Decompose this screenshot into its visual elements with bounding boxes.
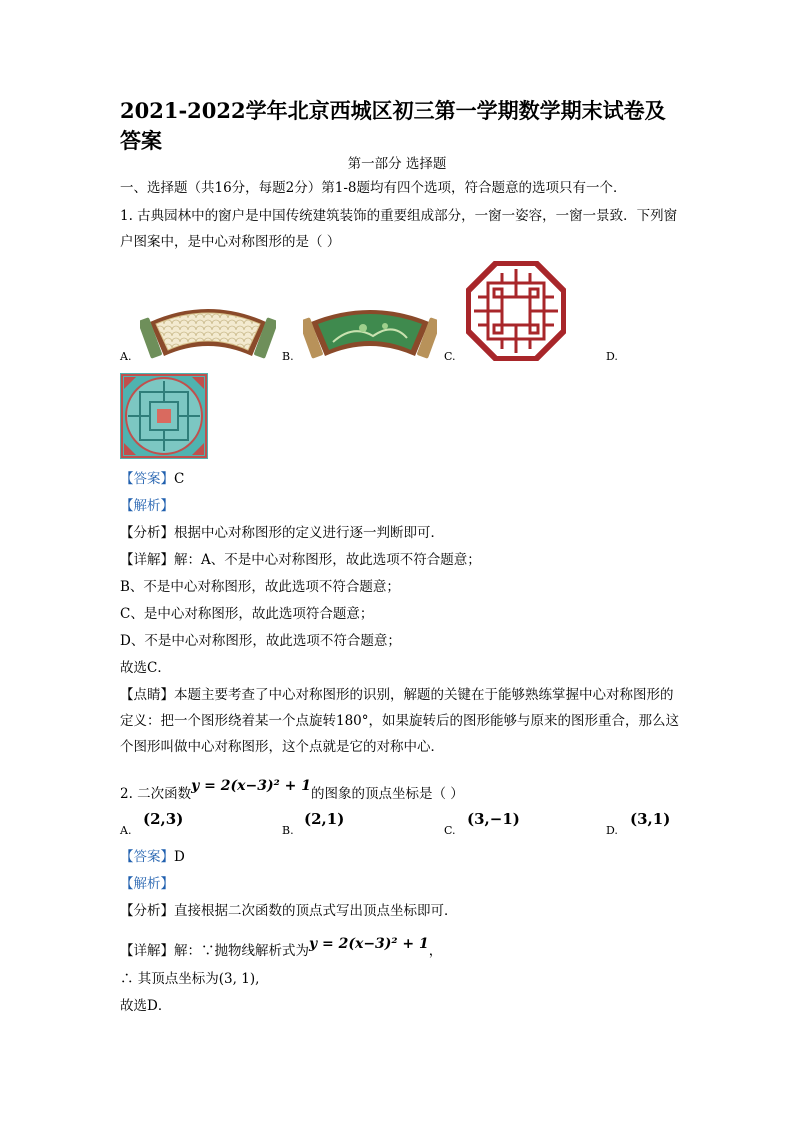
answer-tag: 【答案】 xyxy=(120,849,174,865)
q2-xiangjie-formula: y = 2(x−3)² + 1 xyxy=(309,936,429,952)
dianjing-tag: 【点睛】 xyxy=(120,687,174,703)
q1-fenxi xyxy=(120,523,444,543)
fenxi-tag: 【分析】 xyxy=(120,903,174,919)
q2-formula: y = 2(x−3)² + 1 xyxy=(191,778,311,794)
q1-detail-line: 故选C． xyxy=(120,660,171,676)
square-lattice-window-image xyxy=(120,373,208,459)
q2-xiangjie xyxy=(120,936,443,961)
q1-detail-line: D、不是中心对称图形，故此选项不符合题意； xyxy=(120,633,401,649)
q2-fenxi xyxy=(120,901,458,921)
q2-stem xyxy=(120,778,464,804)
q2-option-b-label: B. xyxy=(282,824,294,837)
q2-answer xyxy=(120,847,185,867)
q2-option-a-value: (2,3) xyxy=(143,810,184,828)
q2-analysis-tag: 【解析】 xyxy=(120,876,174,892)
q1-option-c-label: C. xyxy=(444,350,456,363)
page-title: 2021-2022学年北京西城区初三第一学期数学期末试卷及答案 xyxy=(120,98,666,153)
q1-xiangjie-text: 解：A、不是中心对称图形，故此选项不符合题意； xyxy=(174,552,481,568)
q2-detail-line: ∴ 其顶点坐标为(3, 1), xyxy=(120,971,260,987)
fenxi-tag: 【分析】 xyxy=(120,525,174,541)
octagon-lattice-window-image xyxy=(466,261,566,361)
q1-option-d-label: D. xyxy=(606,350,618,363)
q2-option-c-label: C. xyxy=(444,824,456,837)
q2-option-a-label: A. xyxy=(120,824,132,837)
q2-stem-after: 的图象的顶点坐标是（ ） xyxy=(310,786,464,802)
fan-window-b-image xyxy=(303,302,437,362)
q1-detail-line: C、是中心对称图形，故此选项符合题意； xyxy=(120,606,374,622)
q1-fenxi-text: 根据中心对称图形的定义进行逐一判断即可． xyxy=(174,525,444,541)
q2-option-c-value: (3,−1) xyxy=(467,810,520,828)
q2-option-b-value: (2,1) xyxy=(304,810,345,828)
q1-answer-value: C xyxy=(174,471,185,487)
q1-analysis-tag: 【解析】 xyxy=(120,498,174,514)
q1-answer xyxy=(120,469,184,489)
q2-xiangjie-before: 解：∵抛物线解析式为 xyxy=(174,943,309,959)
q1-detail-line: B、不是中心对称图形，故此选项不符合题意； xyxy=(120,579,400,595)
q2-xiangjie-after: ， xyxy=(428,943,443,959)
q2-option-d-value: (3,1) xyxy=(630,810,671,828)
part-intro: 一、选择题（共16分，每题2分）第1-8题均有四个选项，符合题意的选项只有一个． xyxy=(120,180,627,196)
fan-window-a-image xyxy=(140,300,276,362)
xiangjie-tag: 【详解】 xyxy=(120,943,174,959)
q1-stem: 1. 古典园林中的窗户是中国传统建筑装饰的重要组成部分，一窗一姿容，一窗一景致．下列窗户图案中，是中心对称图形的是（ ） xyxy=(120,208,678,250)
q2-detail-line: 故选D． xyxy=(120,998,172,1014)
q2-stem-before: 2. 二次函数 xyxy=(120,786,192,802)
q2-fenxi-text: 直接根据二次函数的顶点式写出顶点坐标即可． xyxy=(174,903,458,919)
q1-xiangjie xyxy=(120,550,481,570)
section-heading: 第一部分 选择题 xyxy=(347,156,447,172)
q1-option-b-label: B. xyxy=(282,350,294,363)
q2-option-d-label: D. xyxy=(606,824,618,837)
answer-tag: 【答案】 xyxy=(120,471,174,487)
xiangjie-tag: 【详解】 xyxy=(120,552,174,568)
q1-dianjing xyxy=(120,682,680,760)
q1-dianjing-text: 本题主要考查了中心对称图形的识别，解题的关键在于能够熟练掌握中心对称图形的定义：把一个图形绕着某一个点旋转180°，如果旋转后的图形能够与原来的图形重合，那么这个图形叫做中心对称图形，这个点就是它的对称中心． xyxy=(120,687,680,755)
q1-option-a-label: A. xyxy=(120,350,132,363)
q2-answer-value: D xyxy=(174,849,185,865)
